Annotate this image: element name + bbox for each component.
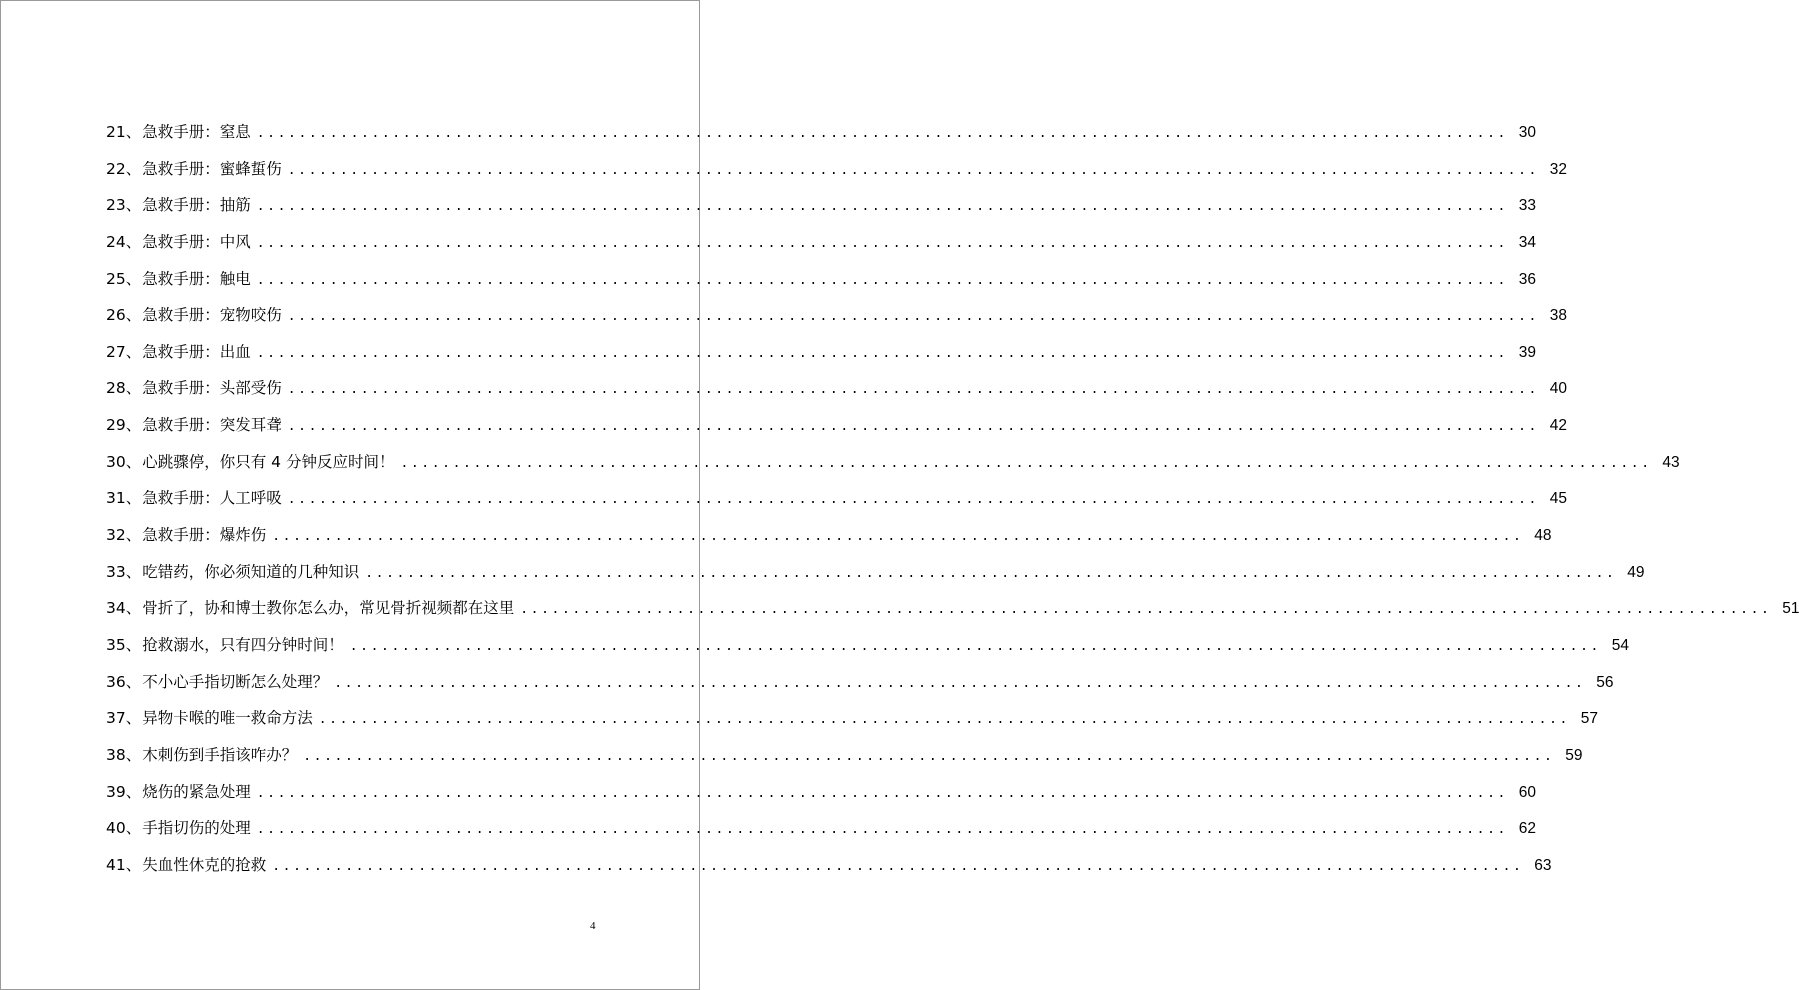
toc-entry-page: 36 <box>1518 270 1536 288</box>
toc-entry-page: 48 <box>1534 527 1552 545</box>
toc-entry-page: 63 <box>1534 856 1552 874</box>
toc-entry[interactable] <box>106 448 1680 485</box>
toc-entry-title: 急救手册：抽筋 <box>142 196 251 215</box>
toc-entry-title: 骨折了，协和博士教你怎么办，常见骨折视频都在这里 <box>142 599 515 618</box>
dot-leader: ........................................................................................................................ <box>256 785 1508 801</box>
toc-entry[interactable] <box>106 191 1536 228</box>
toc-entry-number: 36、 <box>106 672 142 691</box>
toc-entry-title: 急救手册：蜜蜂蜇伤 <box>142 159 282 178</box>
toc-entry-number: 40、 <box>106 819 142 838</box>
toc-entry[interactable] <box>106 851 1552 888</box>
toc-entry[interactable] <box>106 484 1567 521</box>
toc-entry-page: 40 <box>1549 380 1567 398</box>
toc-entry[interactable] <box>106 411 1567 448</box>
toc-entry-title: 急救手册：宠物咬伤 <box>142 306 282 325</box>
toc-entry[interactable] <box>106 814 1536 851</box>
toc-entry-page: 51 <box>1782 600 1799 618</box>
toc-entry-number: 26、 <box>106 306 142 325</box>
dot-leader: ........................................................................................................................ <box>256 822 1508 838</box>
toc-entry-page: 60 <box>1518 783 1536 801</box>
toc-entry-page: 42 <box>1549 417 1567 435</box>
dot-leader: ........................................................................................................................ <box>256 272 1508 288</box>
toc-entry-number: 28、 <box>106 379 142 398</box>
dot-leader: ........................................................................................................................ <box>256 235 1508 251</box>
toc-entry-title: 心跳骤停，你只有 4 分钟反应时间！ <box>142 452 395 471</box>
toc-entry[interactable] <box>106 558 1645 595</box>
toc-entry-title: 木刺伤到手指该咋办？ <box>142 745 298 764</box>
toc-entry-page: 33 <box>1518 197 1536 215</box>
toc-entry-page: 49 <box>1627 563 1645 581</box>
toc-entry[interactable] <box>106 118 1536 155</box>
toc-entry-page: 32 <box>1549 160 1567 178</box>
toc-entry[interactable] <box>106 741 1583 778</box>
toc-entry-page: 30 <box>1518 124 1536 141</box>
toc-entry-title: 手指切伤的处理 <box>142 819 251 838</box>
toc-entry-page: 57 <box>1580 710 1598 728</box>
toc-entry-title: 急救手册：头部受伤 <box>142 379 282 398</box>
toc-entry[interactable] <box>106 265 1536 302</box>
toc-entry-number: 41、 <box>106 855 142 874</box>
toc-entry-page: 43 <box>1662 453 1680 471</box>
toc-entry-number: 30、 <box>106 452 142 471</box>
dot-leader: ........................................................................................................................ <box>303 748 1555 764</box>
toc-entry-number: 22、 <box>106 159 142 178</box>
dot-leader: ........................................................................................................................ <box>272 858 1524 874</box>
dot-leader: ........................................................................................................................ <box>256 345 1508 361</box>
dot-leader: ........................................................................................................................ <box>287 419 1539 435</box>
toc-entry-title: 急救手册：出血 <box>142 342 251 361</box>
toc-entry-title: 失血性休克的抢救 <box>142 855 267 874</box>
toc-entry-page: 62 <box>1518 820 1536 838</box>
toc-entry-page: 34 <box>1518 233 1536 251</box>
toc-entry-title: 吃错药，你必须知道的几种知识 <box>142 562 360 581</box>
toc-entry-number: 29、 <box>106 416 142 435</box>
dot-leader: ........................................................................................................................ <box>365 565 1617 581</box>
dot-leader: ........................................................................................................................ <box>287 492 1539 508</box>
toc-entry-title: 异物卡喉的唯一救命方法 <box>142 709 313 728</box>
dot-leader: ........................................................................................................................ <box>256 126 1508 141</box>
toc-entry-page: 38 <box>1549 307 1567 325</box>
dot-leader: ........................................................................................................................ <box>272 529 1524 545</box>
dot-leader: ........................................................................................................................ <box>287 162 1539 178</box>
dot-leader: ........................................................................................................................ <box>318 712 1570 728</box>
toc-entry-page: 59 <box>1565 746 1583 764</box>
toc-entry-number: 27、 <box>106 342 142 361</box>
toc-entry-title: 急救手册：中风 <box>142 232 251 251</box>
page-number: 4 <box>590 920 596 932</box>
toc-entry[interactable] <box>106 594 1799 631</box>
toc-entry-page: 45 <box>1549 490 1567 508</box>
toc-entry-number: 35、 <box>106 635 142 654</box>
toc-entry[interactable] <box>106 301 1567 338</box>
toc-entry[interactable] <box>106 778 1536 815</box>
toc-entry-number: 24、 <box>106 232 142 251</box>
toc-entry-number: 25、 <box>106 269 142 288</box>
dot-leader: ........................................................................................................................ <box>349 638 1601 654</box>
toc-entry-page: 56 <box>1596 673 1614 691</box>
toc-entry-title: 急救手册：爆炸伤 <box>142 526 267 545</box>
toc-entry-title: 抢救溺水，只有四分钟时间！ <box>142 635 344 654</box>
dot-leader: ........................................................................................................................ <box>256 199 1508 215</box>
toc-entry-number: 21、 <box>106 123 142 141</box>
toc-entry-number: 38、 <box>106 745 142 764</box>
dot-leader: ........................................................................................................................ <box>287 382 1539 398</box>
toc-entry[interactable] <box>106 338 1536 375</box>
toc-entry-number: 32、 <box>106 526 142 545</box>
dot-leader: ........................................................................................................................ <box>334 675 1586 691</box>
toc-entry-page: 39 <box>1518 343 1536 361</box>
toc-entry-number: 34、 <box>106 599 142 618</box>
dot-leader: ........................................................................................................................ <box>520 602 1772 618</box>
toc-entry[interactable] <box>106 228 1536 265</box>
toc-entry[interactable] <box>106 631 1629 668</box>
toc-entry[interactable] <box>106 155 1567 192</box>
toc-entry[interactable] <box>106 374 1567 411</box>
toc-entry-title: 急救手册：突发耳聋 <box>142 416 282 435</box>
toc-entry-number: 39、 <box>106 782 142 801</box>
toc-entry-number: 31、 <box>106 489 142 508</box>
toc-entry-number: 33、 <box>106 562 142 581</box>
dot-leader: ........................................................................................................................ <box>287 309 1539 325</box>
toc-entry[interactable] <box>106 521 1552 558</box>
toc-entry-title: 急救手册：人工呼吸 <box>142 489 282 508</box>
toc-entry-number: 23、 <box>106 196 142 215</box>
dot-leader: ........................................................................................................................ <box>400 455 1652 471</box>
toc-entry[interactable] <box>106 668 1614 705</box>
toc-entry-title: 烧伤的紧急处理 <box>142 782 251 801</box>
table-of-contents <box>106 118 1799 887</box>
toc-entry-page: 54 <box>1611 636 1629 654</box>
toc-entry-title: 急救手册：窒息 <box>142 123 251 141</box>
toc-entry[interactable] <box>106 704 1598 741</box>
toc-entry-number: 37、 <box>106 709 142 728</box>
toc-entry-title: 急救手册：触电 <box>142 269 251 288</box>
toc-entry-title: 不小心手指切断怎么处理？ <box>142 672 329 691</box>
